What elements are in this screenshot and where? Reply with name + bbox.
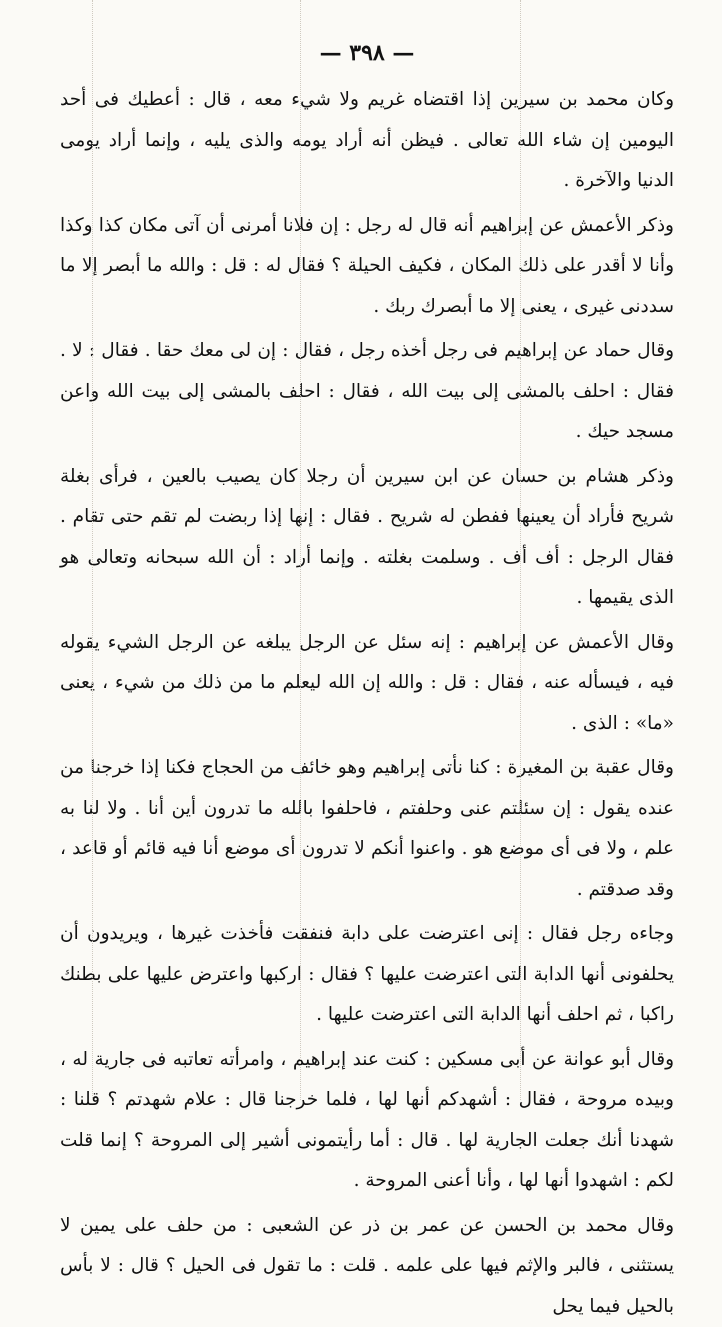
paragraph: وقال أبو عوانة عن أبى مسكين : كنت عند إبراهيم ، وامرأته تعاتبه فى جارية له ، وبيده مروحة ، فقال : أشهدكم أنها لها ، فلما خرجنا قال : علام شهدتم ؟ قلنا : شهدنا أنك جعلت الجارية لها . قال : أما رأيتمونى أشير إلى المروحة ؟ إنما قلت لكم : اشهدوا أنها لها ، وأنا أعنى المروحة .	[60, 1040, 674, 1202]
scan-dotted-rule	[92, 0, 93, 1100]
paragraph: وذكر الأعمش عن إبراهيم أنه قال له رجل : إن فلانا أمرنى أن آتى مكان كذا وكذا وأنا لا أقدر على ذلك المكان ، فكيف الحيلة ؟ فقال له : قل : والله ما أبصر إلا ما سددنى غيرى ، يعنى إلا ما أبصرك ربك .	[60, 206, 674, 328]
page-body	[60, 80, 674, 1327]
paragraph: وقال حماد عن إبراهيم فى رجل أخذه رجل ، فقال : إن لى معك حقا . فقال : لا . فقال : احلف بالمشى إلى بيت الله ، فقال : احلف بالمشى إلى بيت الله واعن مسجد حيك .	[60, 331, 674, 453]
paragraph: وذكر هشام بن حسان عن ابن سيرين أن رجلا كان يصيب بالعين ، فرأى بغلة شريح فأراد أن يعينها ففطن له شريح . فقال : إنها إذا ربضت لم تقم حتى تقام . فقال الرجل : أف أف . وسلمت بغلته . وإنما أراد : أن الله سبحانه وتعالى هو الذى يقيمها .	[60, 457, 674, 619]
paragraph: وقال محمد بن الحسن عن عمر بن ذر عن الشعبى : من حلف على يمين لا يستثنى ، فالبر والإثم فيها على علمه . قلت : ما تقول فى الحيل ؟ قال : لا بأس بالحيل فيما يحل	[60, 1206, 674, 1327]
paragraph: وقال الأعمش عن إبراهيم : إنه سئل عن الرجل يبلغه عن الرجل الشيء يقوله فيه ، فيسأله عنه ، فقال : قل : والله إن الله ليعلم ما من ذلك من شيء ، يعنى «ما» : الذى .	[60, 623, 674, 745]
paragraph: وجاءه رجل فقال : إنى اعترضت على دابة فنفقت فأخذت غيرها ، ويريدون أن يحلفونى أنها الدابة التى اعترضت عليها ؟ فقال : اركبها واعترض عليها على بطنك راكبا ، ثم احلف أنها الدابة التى اعترضت عليها .	[60, 914, 674, 1036]
scan-dotted-rule	[520, 0, 521, 1100]
scan-dotted-rule	[300, 0, 301, 1100]
page-number: — ٣٩٨ —	[60, 40, 674, 66]
paragraph: وكان محمد بن سيرين إذا اقتضاه غريم ولا شيء معه ، قال : أعطيك فى أحد اليومين إن شاء الله تعالى . فيظن أنه أراد يومه والذى يليه ، وإنما أراد يومى الدنيا والآخرة .	[60, 80, 674, 202]
paragraph: وقال عقبة بن المغيرة : كنا نأتى إبراهيم وهو خائف من الحجاج فكنا إذا خرجنا من عنده يقول : إن سئلتم عنى وحلفتم ، فاحلفوا بالله ما تدرون أين أنا . ولا لنا به علم ، ولا فى أى موضع هو . واعنوا أنكم لا تدرون أى موضع أنا فيه قائم أو قاعد ، وقد صدقتم .	[60, 748, 674, 910]
